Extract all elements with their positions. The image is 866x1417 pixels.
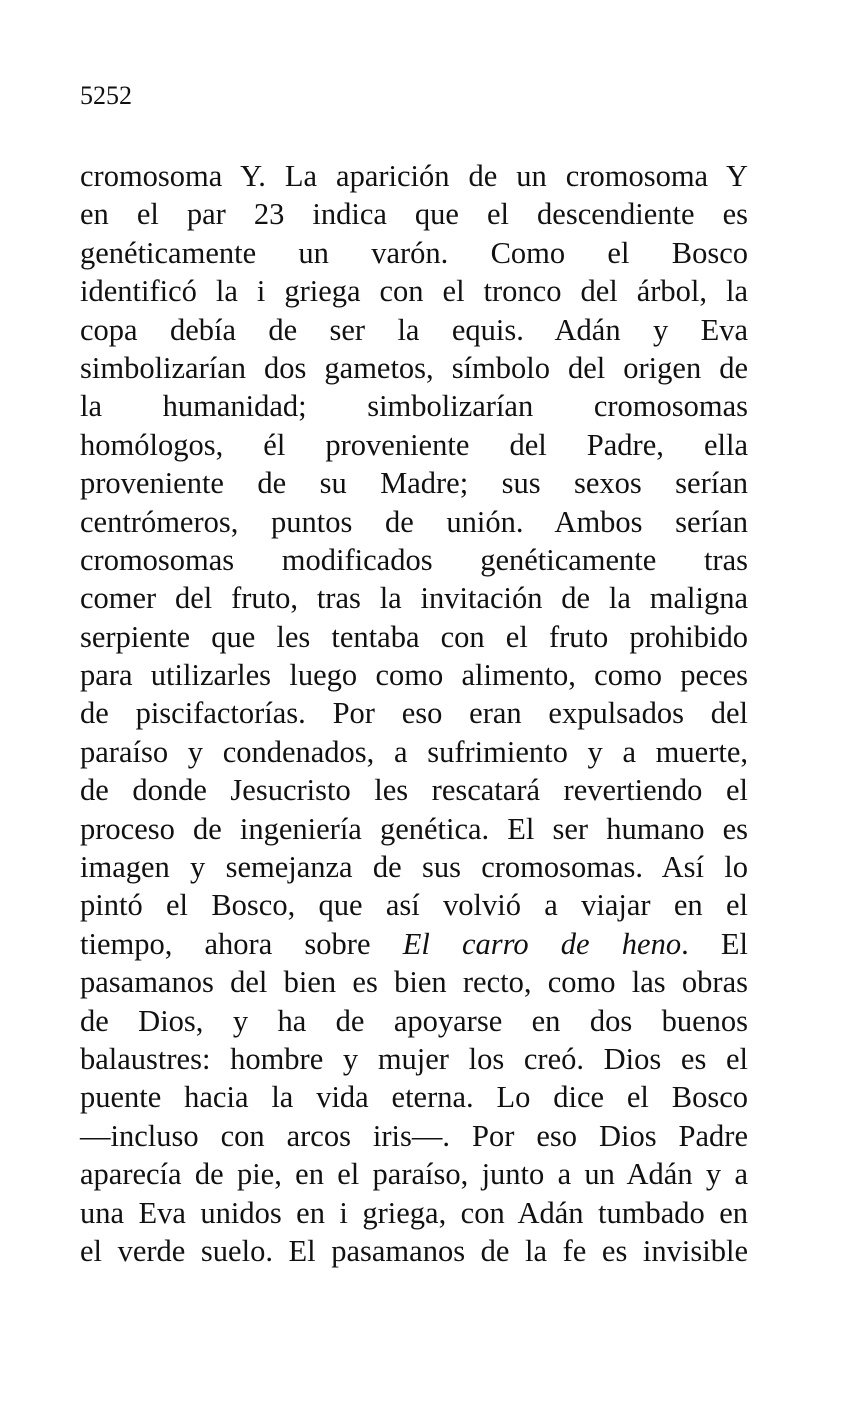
text-line: puente hacia la vida eterna. Lo dice el Bosco xyxy=(80,1080,748,1115)
painting-title: El carro de heno xyxy=(402,926,682,961)
text-line: simbolizarían dos gametos, símbolo del origen de xyxy=(80,350,748,385)
text-line: centrómeros, puntos de unión. Ambos serían xyxy=(80,504,748,539)
line-text-after: . El xyxy=(681,926,748,961)
text-line: el verde suelo. El pasamanos de la fe es invisible xyxy=(80,1233,748,1268)
text-line: de piscifactorías. Por eso eran expulsados del xyxy=(80,696,748,731)
text-line: aparecía de pie, en el paraíso, junto a un Adán y a xyxy=(80,1157,748,1192)
text-line: de Dios, y ha de apoyarse en dos buenos xyxy=(80,1003,748,1038)
text-line: proceso de ingeniería genética. El ser humano es xyxy=(80,811,748,846)
text-line: serpiente que les tentaba con el fruto prohibido xyxy=(80,619,748,654)
text-line: para utilizarles luego como alimento, como peces xyxy=(80,658,748,693)
text-line: pintó el Bosco, que así volvió a viajar en el xyxy=(80,888,748,923)
text-line: cromosoma Y. La aparición de un cromosoma Y xyxy=(80,159,748,193)
line-text-before: tiempo, ahora sobre xyxy=(80,926,403,961)
text-line: genéticamente un varón. Como el Bosco xyxy=(80,235,748,270)
text-line: la humanidad; simbolizarían cromosomas xyxy=(80,389,748,424)
text-line: pasamanos del bien es bien recto, como las obras xyxy=(80,965,748,1000)
text-line: homólogos, él proveniente del Padre, ella xyxy=(80,427,748,462)
text-line: cromosomas modificados genéticamente tras xyxy=(80,542,748,577)
text-line: imagen y semejanza de sus cromosomas. Así lo xyxy=(80,850,748,885)
text-line: comer del fruto, tras la invitación de la maligna xyxy=(80,581,748,616)
text-line: copa debía de ser la equis. Adán y Eva xyxy=(80,312,748,347)
text-line: de donde Jesucristo les rescatará revertiendo el xyxy=(80,773,748,808)
body-text xyxy=(80,157,748,1270)
text-line: paraíso y condenados, a sufrimiento y a muerte, xyxy=(80,734,748,769)
page-number: 5252 xyxy=(80,81,132,110)
text-line: proveniente de su Madre; sus sexos serían xyxy=(80,466,748,501)
text-line: una Eva unidos en i griega, con Adán tumbado en xyxy=(80,1195,748,1230)
text-line: en el par 23 indica que el descendiente es xyxy=(80,197,748,232)
text-line: identificó la i griega con el tronco del árbol, la xyxy=(80,274,748,309)
text-line-with-title xyxy=(80,925,748,963)
text-line: balaustres: hombre y mujer los creó. Dios es el xyxy=(80,1041,748,1076)
text-line: —incluso con arcos iris—. Por eso Dios Padre xyxy=(80,1118,748,1153)
